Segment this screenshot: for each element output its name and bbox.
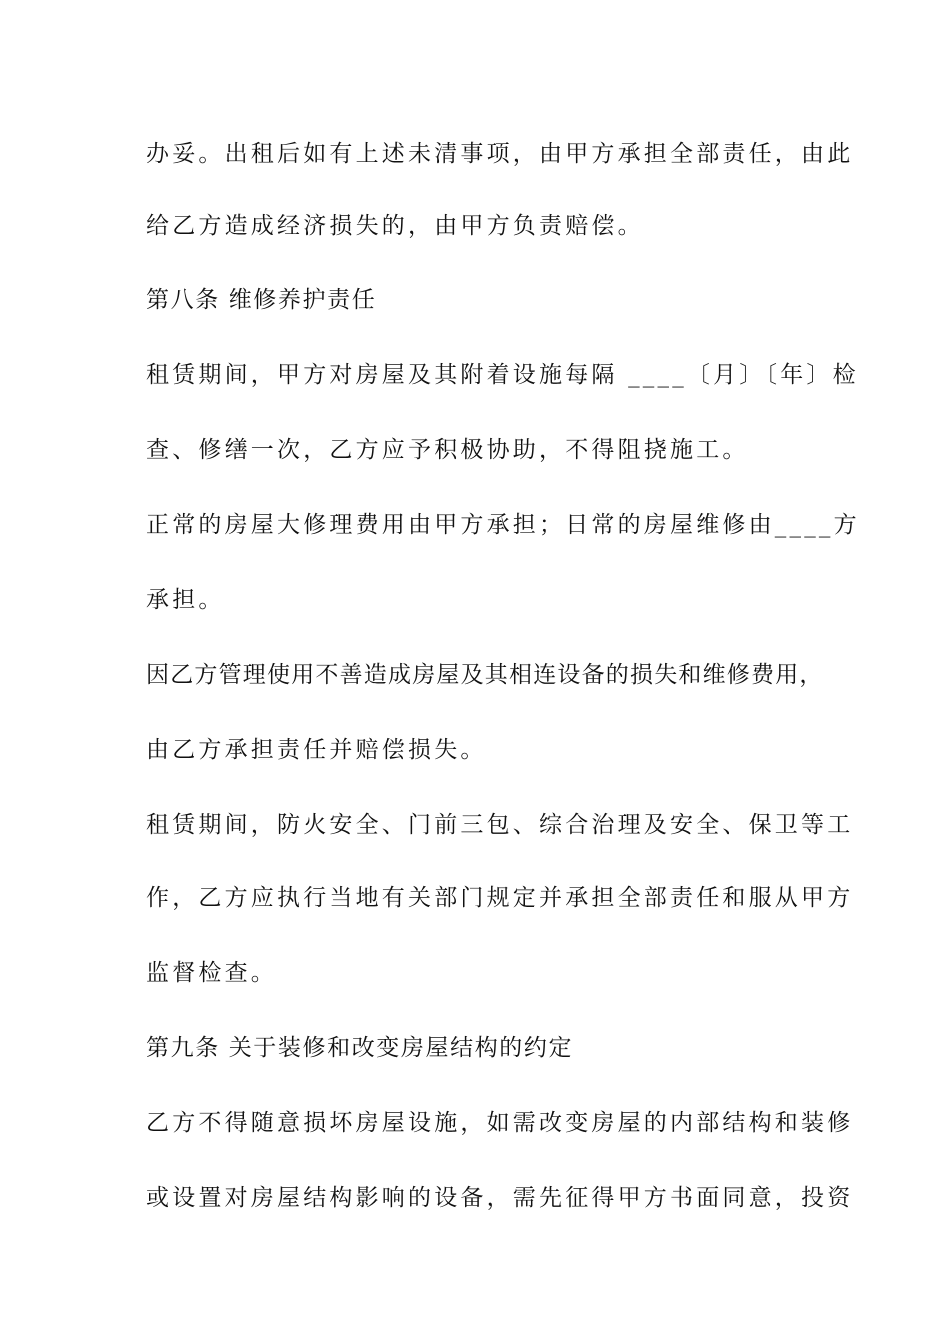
paragraph-line: 查、修缮一次，乙方应予积极协助，不得阻挠施工。: [146, 437, 749, 463]
paragraph-line: 由乙方承担责任并赔偿损失。: [146, 737, 487, 763]
section-heading-article-8: 第八条 维修养护责任: [146, 287, 377, 313]
paragraph-line: 因乙方管理使用不善造成房屋及其相连设备的损失和维修费用，: [146, 662, 824, 688]
paragraph-line: 或设置对房屋结构影响的设备，需先征得甲方书面同意，投资: [146, 1185, 854, 1211]
paragraph-line: 承担。: [146, 587, 225, 613]
paragraph-line: 监督检查。: [146, 960, 277, 986]
paragraph-line: 乙方不得随意损坏房屋设施，如需改变房屋的内部结构和装修: [146, 1110, 854, 1136]
paragraph-line: 租赁期间，甲方对房屋及其附着设施每隔 ____〔月〕〔年〕检: [146, 362, 859, 388]
paragraph-line: 给乙方造成经济损失的，由甲方负责赔偿。: [146, 213, 644, 239]
paragraph-line: 作，乙方应执行当地有关部门规定并承担全部责任和服从甲方: [146, 885, 854, 911]
paragraph-line: 办妥。出租后如有上述未清事项，由甲方承担全部责任，由此: [146, 141, 854, 167]
paragraph-line: 正常的房屋大修理费用由甲方承担；日常的房屋维修由____方: [146, 512, 860, 538]
paragraph-line: 租赁期间，防火安全、门前三包、综合治理及安全、保卫等工: [146, 812, 854, 838]
section-heading-article-9: 第九条 关于装修和改变房屋结构的约定: [146, 1035, 574, 1061]
